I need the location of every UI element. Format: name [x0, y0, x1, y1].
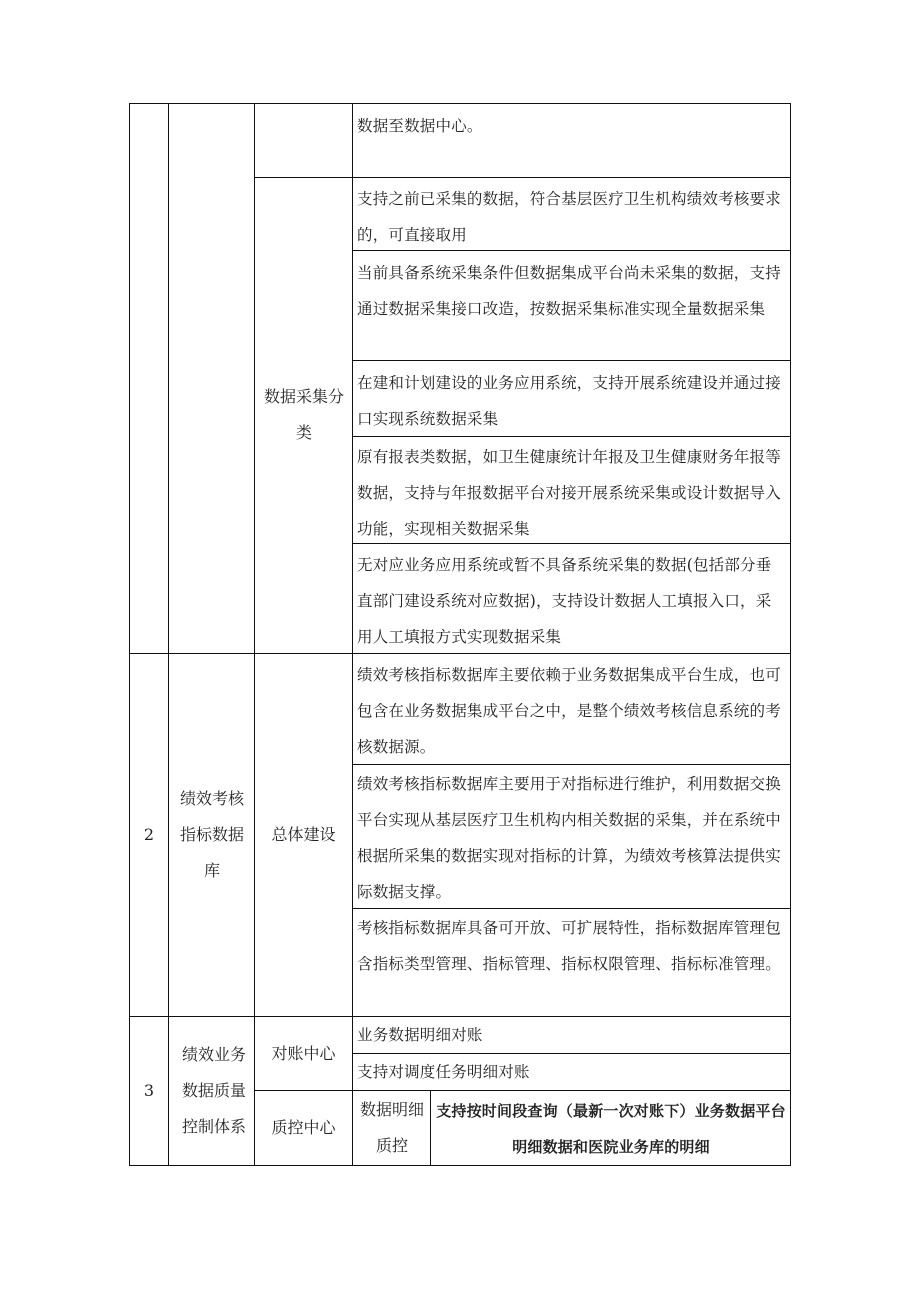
table-right-border: [790, 103, 791, 1166]
r3-sub1-item-2: 支持对调度任务明细对账: [357, 1063, 530, 1081]
r1-item-2: 当前具备系统采集条件但数据集成平台尚未采集的数据，支持通过数据采集接口改造，按数据采集标准实现全量数据采集: [357, 264, 781, 318]
r1-item-3: 在建和计划建设的业务应用系统，支持开展系统建设并通过接口实现系统数据采集: [357, 374, 781, 428]
col-divider-no-name: [168, 103, 169, 1166]
r3-sub2-category: 质控中心: [271, 1118, 336, 1137]
r1-continued-text: 数据至数据中心。: [357, 117, 483, 135]
table-top-border: [129, 103, 791, 104]
r1-item-1: 支持之前已采集的数据，符合基层医疗卫生机构绩效考核要求的，可直接取用: [357, 190, 781, 244]
r1-item-4: 原有报表类数据，如卫生健康统计年报及卫生健康财务年报等数据，支持与年报数据平台对接开展系统采集或设计数据导入功能，实现相关数据采集: [357, 448, 781, 538]
r2-item-3: 考核指标数据库具备可开放、可扩展特性，指标数据库管理包含指标类型管理、指标管理、指标权限管理、指标标准管理。: [357, 919, 781, 973]
r3-name: 绩效业务数据质量控制体系: [181, 1045, 246, 1136]
r2-category: 总体建设: [271, 825, 336, 844]
r3-sub2-text: 支持按时间段查询（最新一次对账下）业务数据平台明细数据和医院业务库的明细: [436, 1102, 786, 1156]
col-divider-subcat-content: [430, 1090, 431, 1166]
r1-category: 数据采集分类: [263, 387, 344, 442]
r3-number: 3: [143, 1081, 155, 1100]
r1-divider-b: [352, 360, 791, 361]
r3-sub1-item-1: 业务数据明细对账: [357, 1026, 483, 1044]
r3-sub1-category: 对账中心: [271, 1043, 336, 1063]
r3-sub2-subcategory: 数据明细质控: [359, 1100, 424, 1155]
r2-item-1: 绩效考核指标数据库主要依赖于业务数据集成平台生成，也可包含在业务数据集成平台之中，是整个绩效考核信息系统的考核数据源。: [357, 666, 781, 756]
r2-name: 绩效考核指标数据库: [179, 789, 244, 880]
r2-item-2: 绩效考核指标数据库主要用于对指标进行维护，利用数据交换平台实现从基层医疗卫生机构内相关数据的采集，并在系统中根据所采集的数据实现对指标的计算，为绩效考核算法提供实际数据支撑。: [357, 775, 781, 901]
r2-number: 2: [143, 825, 155, 844]
col-divider-cat-content: [352, 103, 353, 1166]
r1-item-5: 无对应业务应用系统或暂不具备系统采集的数据(包括部分垂直部门建设系统对应数据)，支持设计数据人工填报入口，采用人工填报方式实现数据采集: [357, 556, 772, 646]
table-bottom-border: [129, 1165, 791, 1166]
